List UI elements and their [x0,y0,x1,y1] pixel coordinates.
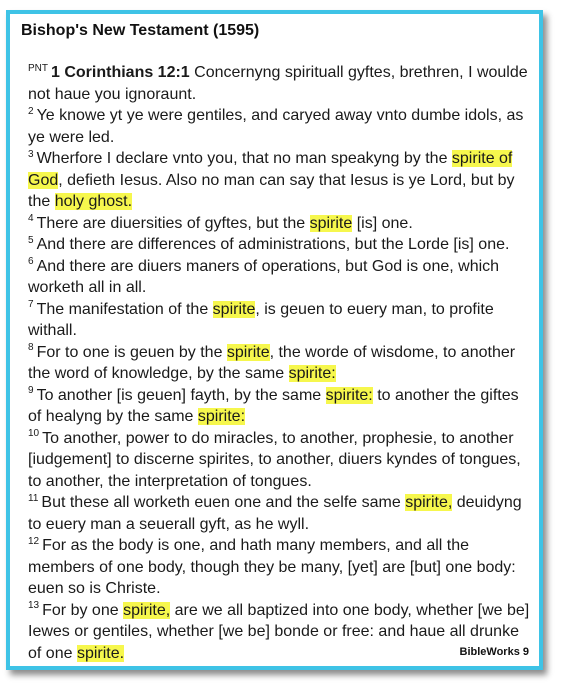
verse-number: 8 [28,342,34,354]
verse [28,342,533,385]
verse-number: 3 [28,148,34,160]
highlighted-term: spirite. [76,644,125,662]
verse-text: , defieth Iesus. Also no man can say that Iesus is ye Lord, but by the [28,171,515,210]
highlighted-term: spirite: [288,365,336,382]
verse-text: There are diuersities of gyftes, but the [36,214,310,232]
verse-number: 4 [28,213,34,225]
verse-text: For by one [42,601,124,619]
verse [28,535,533,600]
verse-text: [is] one. [352,214,413,232]
verse-text: , is geuen to euery man, to profite withall. [28,300,494,339]
verse-text: To another [is geuen] fayth, by the same [36,386,326,404]
verse-number: PNT [28,62,48,74]
verse [28,385,533,428]
verse-number: 13 [28,600,40,612]
verse-number: 11 [28,492,39,504]
highlighted-term: spirite of God [28,150,513,189]
verse-text: For to one is geuen by the [36,343,227,361]
verse-text: deuidyng to euery man a seuerall gyft, as he wyll. [28,494,522,533]
verse-text: Concernyng spirituall gyftes, brethren, I woulde not haue you ignoraunt. [28,64,528,103]
verse [28,62,533,105]
verse-text: Wherfore I declare vnto you, that no man speakyng by the [36,150,452,167]
verse-number: 2 [28,105,34,117]
verse-number: 9 [28,385,34,397]
verse-text: To another, power to do miracles, to another, prophesie, to another [iudgement] to discerne spirites, to another, diuers kyndes of tongues, to another, the interpretation of tongues. [28,429,521,490]
verse [28,234,533,256]
highlighted-term: spirite [309,214,353,232]
highlighted-term: spirite, [123,601,171,619]
verse-text: , the worde of wisdome, to another the word of knowledge, by the same [28,343,516,382]
highlighted-term: spirite, [405,494,453,511]
verse-number: 10 [28,428,40,440]
verse-text: But these all worketh euen one and the selfe same [41,494,406,511]
version-title: Bishop's New Testament (1595) [21,22,260,39]
verse-number: 7 [28,299,34,311]
verse [28,600,533,665]
verse [28,105,533,148]
highlighted-term: spirite [226,343,270,361]
verse-text: And there are differences of administrations, but the Lorde [is] one. [36,236,510,253]
verse [28,148,533,213]
highlighted-term: spirite: [325,386,373,404]
verse [28,256,533,299]
verse [28,213,533,235]
verse-text: The manifestation of the [36,300,213,318]
bible-passage-panel [6,10,543,670]
verse [28,492,533,535]
highlighted-term: spirite [212,300,256,318]
passage-text [28,62,533,664]
verse-number: 5 [28,234,34,246]
verse-text: And there are diuers maners of operations, but God is one, which worketh all in all. [28,257,500,296]
passage-reference: 1 Corinthians 12:1 [51,64,190,81]
verse-text: to another the giftes of healyng by the same [28,386,519,425]
verse-text: For as the body is one, and hath many members, and all the members of one body, though they be many, [yet] are [but] one body: euen so is Christe. [28,537,516,597]
verse-number: 12 [28,535,40,547]
highlighted-term: spirite: [197,408,246,425]
verse-text: Ye knowe yt ye were gentiles, and caryed away vnto dumbe idols, as ye were led. [28,107,524,146]
verse-number: 6 [28,256,34,268]
verse-text: are we all baptized into one body, whether [we be] Iewes or gentiles, whether [we be] bonde or free: and haue all drunke of one [28,601,530,662]
highlighted-term: holy ghost. [54,193,133,210]
verse [28,428,533,493]
verse [28,299,533,342]
software-watermark: BibleWorks 9 [459,646,529,658]
